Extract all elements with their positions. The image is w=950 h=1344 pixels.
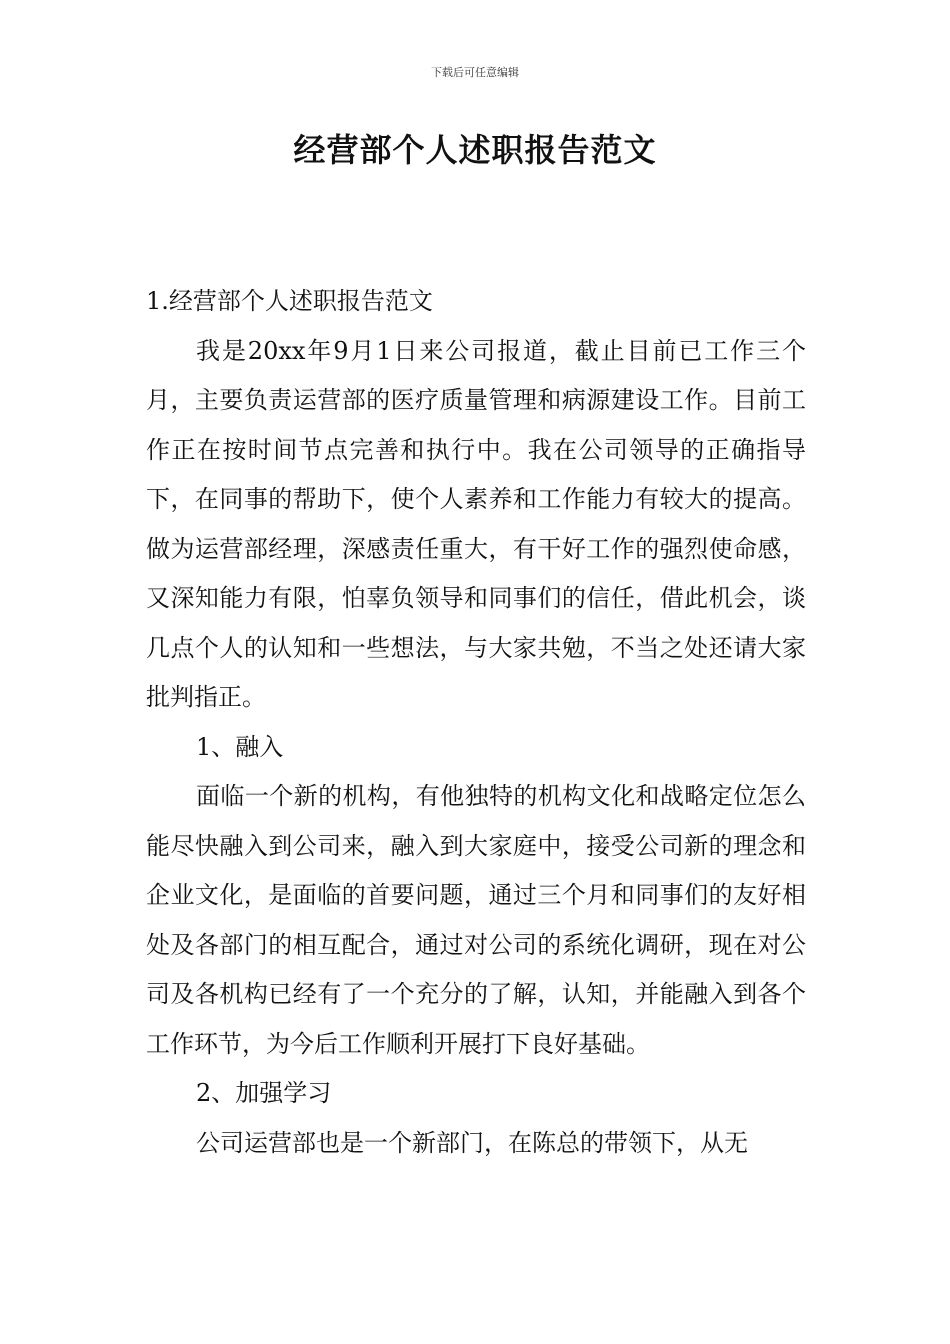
subheading-learning: 2、加强学习 (196, 1079, 332, 1107)
intro-paragraph: 我是20xx年9月1日来公司报道，截止目前已工作三个月，主要负责运营部的医疗质量管理和病源建设工作。目前工作正在按时间节点完善和执行中。我在公司领导的正确指导下，在同事的帮助下，使个人素养和工作能力有较大的提高。做为运营部经理，深感责任重大，有干好工作的强烈使命感，又深知能力有限，怕辜负领导和同事们的信任，借此机会，谈几点个人的认知和一些想法，与大家共勉，不当之处还请大家批判指正。 (146, 336, 806, 711)
learning-paragraph: 公司运营部也是一个新部门，在陈总的带领下，从无 (196, 1128, 748, 1157)
subheading-integration: 1、融入 (196, 732, 284, 761)
document-body (146, 277, 806, 1168)
header-note: 下载后可任意编辑 (431, 66, 519, 79)
document-title: 经营部个人述职报告范文 (293, 131, 657, 169)
integration-paragraph: 面临一个新的机构，有他独特的机构文化和战略定位怎么能尽快融入到公司来，融入到大家庭中，接受公司新的理念和企业文化，是面临的首要问题，通过三个月和同事们的友好相处及各部门的相互配合，通过对公司的系统化调研，现在对公司及各机构已经有了一个充分的了解，认知，并能融入到各个工作环节，为今后工作顺利开展打下良好基础。 (146, 782, 806, 1058)
section-heading: 1.经营部个人述职报告范文 (146, 287, 433, 315)
